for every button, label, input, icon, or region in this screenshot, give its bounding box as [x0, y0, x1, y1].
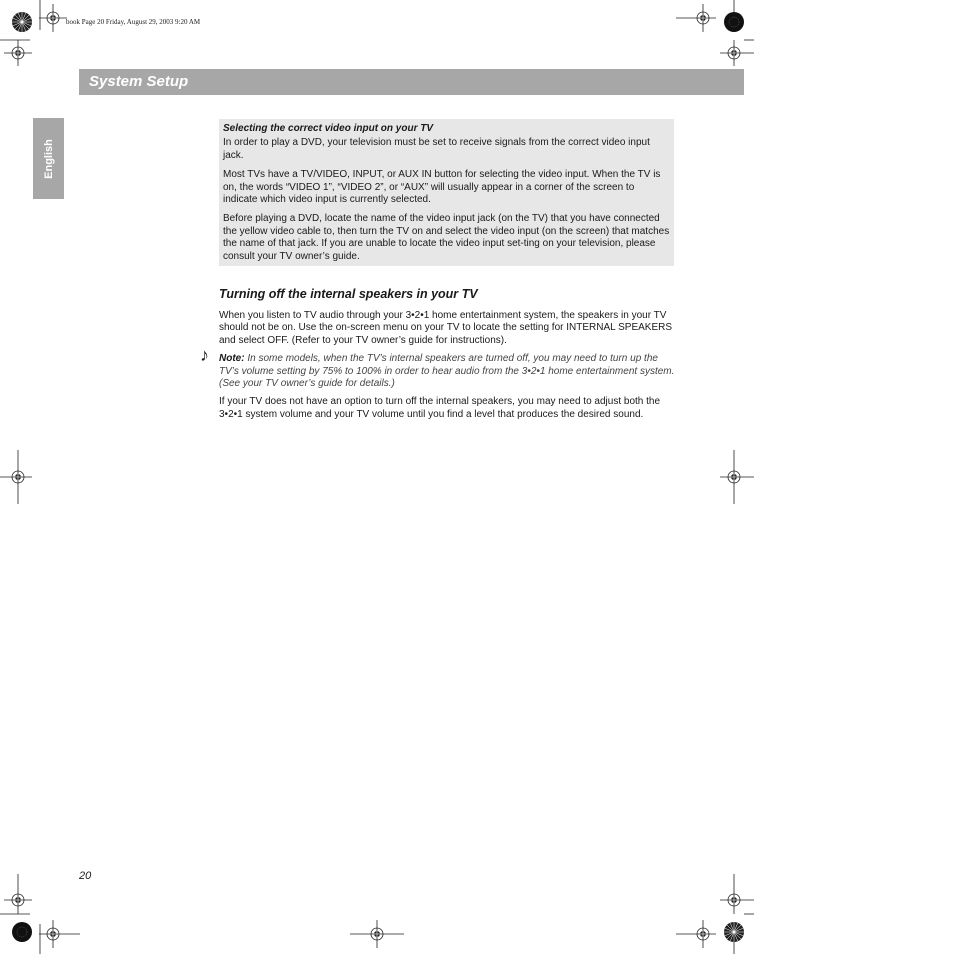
sidebar-paragraph: Most TVs have a TV/VIDEO, INPUT, or AUX IN button for selecting the video input. When the TV is on, the words “VIDEO 1”, “VIDEO 2”, or “AUX” will usually appear in a corner of the screen to indicate which video input is currently selected.	[223, 169, 661, 206]
body-paragraph: If your TV does not have an option to turn off the internal speakers, you may need to adjust both the 3•2•1 system volume and your TV volume until you find a level that produces the desired sound.	[219, 396, 661, 420]
note-text: In some models, when the TV’s internal speakers are turned off, you may need to turn up the TV’s volume setting by 75% to 100% in order to hear audio from the 3•2•1 home entertainment system. (See your TV owner’s guide for details.)	[219, 353, 675, 390]
sidebar-paragraph: In order to play a DVD, your television must be set to receive signals from the correct video input jack.	[223, 137, 650, 161]
page-title: System Setup	[89, 73, 189, 90]
registration-dot-icon	[724, 12, 744, 32]
starburst-mark-icon	[12, 12, 32, 32]
section-heading: Turning off the internal speakers in your TV	[219, 287, 478, 301]
starburst-mark-icon	[724, 922, 744, 942]
body-paragraph: When you listen to TV audio through your 3•2•1 home entertainment system, the speakers in your TV should not be on. Use the on-screen menu on your TV to locate the setting for INTERNAL SPEAKERS and select OFF. (Refer to your TV owner’s guide for instructions).	[219, 310, 673, 346]
note-label: Note:	[219, 353, 245, 365]
print-slug: book Page 20 Friday, August 29, 2003 9:20 AM	[66, 18, 201, 26]
registration-dot-icon	[12, 922, 32, 942]
sidebar-paragraph: Before playing a DVD, locate the name of the video input jack (on the TV) that you have connected the yellow video cable to, then turn the TV on and select the video input (on the screen) that matches the name of that jack. If you are unable to locate the video input set-ting on your television, please consult your TV owner’s guide.	[223, 213, 670, 262]
page-number: 20	[79, 870, 92, 882]
sidebar-title: Selecting the correct video input on your TV	[223, 123, 434, 134]
language-label: English	[42, 138, 55, 179]
music-note-icon: ♪	[200, 345, 209, 366]
